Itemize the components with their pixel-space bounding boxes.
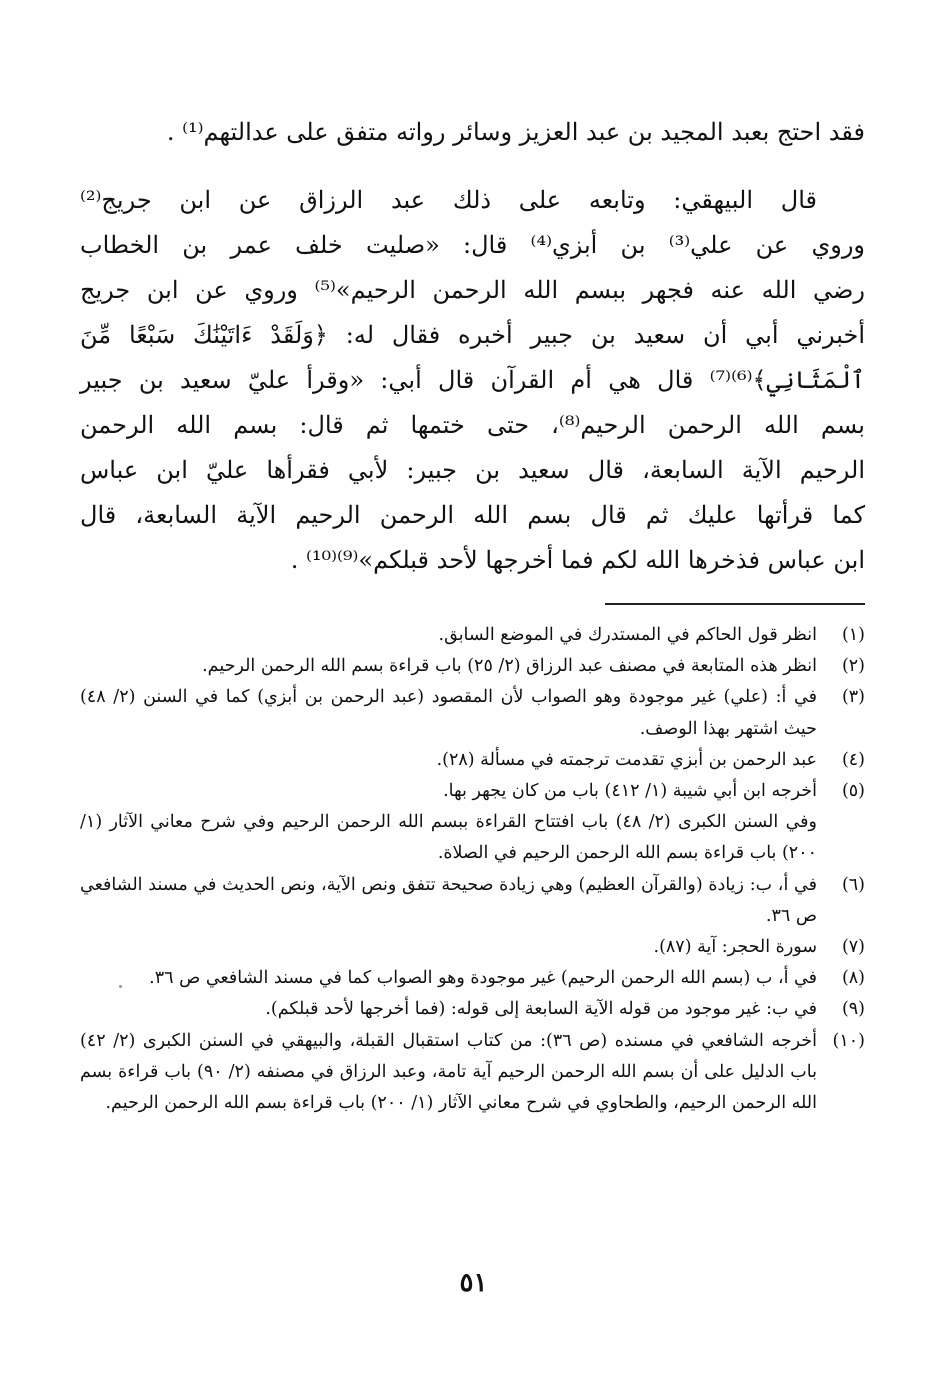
- footnote-line: في أ، ب (بسم الله الرحمن الرحيم) غير موجودة وهو الصواب كما في مسند الشافعي ص ٣٦.: [149, 968, 817, 989]
- footnote-7: [80, 932, 865, 963]
- footnote-line: عبد الرحمن بن أبزي تقدمت ترجمته في مسألة (٢٨).: [436, 749, 817, 770]
- paragraph-line: أخبرني أبي أن سعيد بن جبير أخبره فقال له: ﴿وَلَقَدْ ءَاتَيْنَٰكَ سَبْعًا مِّنَ: [80, 321, 865, 349]
- footnote-number: (٨): [841, 968, 865, 989]
- footnote-line: وفي السنن الكبرى (٢/ ٤٨) باب افتتاح القراءة ببسم الله الرحمن الرحيم وفي شرح معاني الآثار (١/ ٢٠٠) باب قراءة بسم الله الرحمن الرحيم في الصلاة.: [80, 812, 817, 864]
- footnote-text: [80, 994, 817, 1025]
- footnote-number: (٧): [841, 937, 865, 958]
- footnote-line: انظر هذه المتابعة في مصنف عبد الرزاق (٢/ ٢٥) باب قراءة بسم الله الرحمن الرحيم.: [202, 656, 817, 677]
- footnote-number: (٩): [841, 999, 865, 1020]
- page-number: ٥١: [459, 1268, 488, 1298]
- paragraph-text: فقد احتج بعبد المجيد بن عبد العزيز وسائر رواته متفق على عدالتهم⁽¹⁾ .: [166, 118, 865, 146]
- footnote-5: [80, 776, 865, 870]
- paragraph-line: الرحيم الآية السابعة، قال سعيد بن جبير: لأبي فقرأها عليّ ابن عباس: [80, 456, 865, 484]
- footnote-line: أخرجه ابن أبي شيبة (١/ ٤١٢) باب من كان يجهر بها.: [443, 781, 817, 802]
- paragraph-line: بسم الله الرحمن الرحيم⁽⁸⁾، حتى ختمها ثم قال: بسم الله الرحمن: [80, 411, 865, 439]
- paragraph-line: كما قرأتها عليك ثم قال بسم الله الرحمن الرحيم الآية السابعة، قال: [80, 501, 865, 529]
- footnote-number: (٥): [841, 781, 865, 802]
- footnote-9: [80, 994, 865, 1025]
- paragraph-line: رضي الله عنه فجهر ببسم الله الرحمن الرحيم»⁽⁵⁾ وروي عن ابن جريج: [80, 276, 866, 304]
- footnote-line: انظر قول الحاكم في المستدرك في الموضع السابق.: [438, 625, 817, 645]
- footnote-4: [80, 745, 865, 776]
- footnote-line: أخرجه الشافعي في مسنده (ص ٣٦): من كتاب استقبال القبلة، والبيهقي في السنن الكبرى (٢/ ٤٢) باب الدليل على أن بسم الله الرحمن الرحيم آية تامة، وعبد الرزاق في مصنفه (٢/ ٩٠) باب قراءة بسم الله الرحمن الرحيم، والطحاوي في شرح معاني الآثار (١/ ٢٠٠) باب قراءة بسم الله الرحمن الرحيم.: [80, 1030, 817, 1114]
- footnote-text: [80, 1026, 817, 1120]
- footnote-number: (٢): [841, 656, 865, 677]
- footnote-text: [80, 870, 817, 932]
- footnote-line: سورة الحجر: آية (٨٧).: [653, 937, 817, 958]
- footnote-line: في ب: غير موجود من قوله الآية السابعة إلى قوله: (فما أخرجها لأحد قبلكم).: [265, 999, 817, 1020]
- paragraph-line: وروي عن علي⁽³⁾ بن أبزي⁽⁴⁾ قال: «صليت خلف عمر بن الخطاب: [80, 231, 866, 259]
- footnote-text: [80, 932, 817, 963]
- footnotes-section: [80, 620, 865, 1119]
- footnote-line: في أ، ب: زيادة (والقرآن العظيم) وهي زيادة صحيحة تتفق ونص الآية، ونص الحديث في مسند الشافعي ص ٣٦.: [80, 874, 817, 926]
- footnote-number: (٤): [841, 749, 865, 770]
- main-paragraph-2: [80, 178, 865, 583]
- footnote-10: [80, 1026, 865, 1120]
- footnote-text: [80, 776, 817, 870]
- scan-speck: [119, 985, 122, 988]
- footnote-text: [80, 620, 817, 651]
- footnote-number: (١٠): [832, 1030, 865, 1051]
- paragraph-line: ابن عباس فذخرها الله لكم فما أخرجها لأحد قبلكم»⁽⁹⁾⁽¹⁰⁾ .: [290, 546, 865, 574]
- footnote-8: [80, 963, 865, 994]
- main-paragraph-1: [80, 110, 865, 155]
- footnote-2: [80, 651, 865, 682]
- footnote-6: [80, 870, 865, 932]
- footnote-number: (١): [841, 625, 865, 645]
- footnote-separator: [605, 603, 865, 605]
- footnote-text: [80, 651, 817, 682]
- footnote-number: (٣): [841, 687, 865, 708]
- paragraph-line: ٱلْمَثَانِي﴾⁽⁶⁾⁽⁷⁾ قال هي أم القرآن قال أبي: «وقرأ عليّ سعيد بن جبير: [80, 366, 865, 394]
- footnote-1: [80, 620, 865, 651]
- footnote-text: [80, 963, 817, 994]
- footnote-line: في أ: (علي) غير موجودة وهو الصواب لأن المقصود (عبد الرحمن بن أبزي) كما في السنن (٢/ ٤٨) حيث اشتهر بهذا الوصف.: [80, 687, 817, 739]
- footnote-number: (٦): [841, 874, 865, 895]
- paragraph-line: قال البيهقي: وتابعه على ذلك عبد الرزاق عن ابن جريج⁽²⁾: [80, 186, 817, 214]
- footnote-text: [80, 682, 817, 744]
- footnote-text: [80, 745, 817, 776]
- footnote-3: [80, 682, 865, 744]
